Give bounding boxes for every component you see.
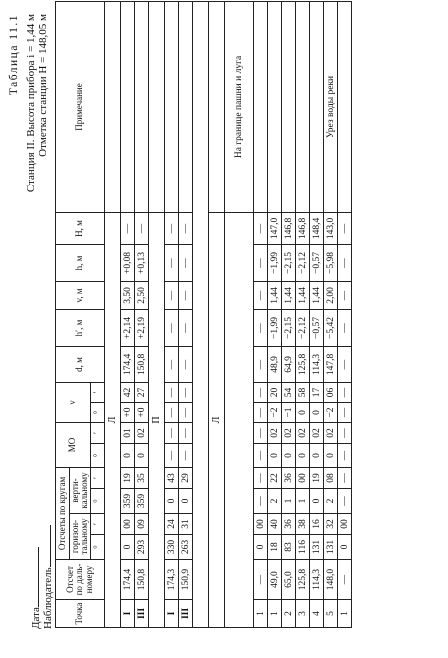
cell-reading: — bbox=[338, 560, 352, 600]
cell-hz-min: 32 bbox=[324, 514, 338, 535]
cell-note bbox=[268, 1, 282, 212]
table-row bbox=[282, 1, 296, 627]
cell-d: 150,8 bbox=[135, 346, 149, 382]
header-row-1 bbox=[56, 1, 70, 627]
cell-point: 3 bbox=[296, 600, 310, 628]
cell-h-prime: — bbox=[165, 309, 179, 346]
note-row bbox=[225, 1, 254, 627]
cell-vt-deg: 0 bbox=[310, 489, 324, 514]
cell-nu-deg: — bbox=[254, 402, 268, 422]
section-row bbox=[149, 1, 165, 627]
section-row bbox=[105, 1, 121, 627]
unit-deg: ° bbox=[91, 489, 105, 514]
section-label: П bbox=[149, 212, 165, 627]
cell-mo-min: — bbox=[254, 422, 268, 443]
border-note: На границе пашни и луга bbox=[225, 1, 254, 212]
cell-nu-min: — bbox=[338, 382, 352, 402]
cell-point: 1 bbox=[338, 600, 352, 628]
col-circles: Отсчеты по кругам bbox=[56, 468, 70, 560]
observer-field bbox=[40, 525, 55, 629]
table-caption: Таблица 11.1 bbox=[8, 14, 20, 96]
cell-reading: 49,0 bbox=[268, 560, 282, 600]
table-row bbox=[338, 1, 352, 627]
col-point: Точка bbox=[56, 600, 105, 628]
spacer-row bbox=[193, 1, 209, 627]
cell-note bbox=[338, 1, 352, 212]
cell-h-prime: — bbox=[338, 309, 352, 346]
cell-note bbox=[165, 1, 179, 212]
cell-hz-deg: 0 bbox=[254, 535, 268, 560]
cell-v: 3,50 bbox=[121, 281, 135, 309]
cell-hz-min: 31 bbox=[179, 514, 193, 535]
cell-h: +0,08 bbox=[121, 244, 135, 281]
table-row bbox=[179, 1, 193, 627]
cell-hz-deg: 263 bbox=[179, 535, 193, 560]
cell-vt-min: 22 bbox=[268, 468, 282, 489]
cell-h: −2,12 bbox=[296, 244, 310, 281]
section-label: Л bbox=[209, 212, 225, 627]
cell-reading: 174,4 bbox=[121, 560, 135, 600]
col-mo: МО bbox=[56, 422, 91, 467]
cell-point: III bbox=[135, 600, 149, 628]
cell-d: — bbox=[254, 346, 268, 382]
col-horizontal: горизон-тальному bbox=[70, 514, 91, 560]
cell-mo-deg: 0 bbox=[282, 444, 296, 468]
cell-H: — bbox=[338, 212, 352, 244]
cell-hz-deg: 330 bbox=[165, 535, 179, 560]
cell-hz-min: 00 bbox=[338, 514, 352, 535]
cell-note bbox=[179, 1, 193, 212]
cell-hz-deg: 0 bbox=[338, 535, 352, 560]
observer-underline bbox=[40, 525, 51, 567]
cell-mo-deg: — bbox=[338, 444, 352, 468]
cell-vt-deg: 359 bbox=[121, 489, 135, 514]
cell-mo-min: 02 bbox=[296, 422, 310, 443]
cell-vt-deg: — bbox=[254, 489, 268, 514]
cell-h: −5,98 bbox=[324, 244, 338, 281]
col-vertical: верти-кальному bbox=[70, 468, 91, 514]
cell-v: 1,44 bbox=[268, 281, 282, 309]
cell-hz-min: 16 bbox=[310, 514, 324, 535]
cell-point: 2 bbox=[282, 600, 296, 628]
cell-h: +0,13 bbox=[135, 244, 149, 281]
cell-vt-min: 35 bbox=[135, 468, 149, 489]
cell-note bbox=[254, 1, 268, 212]
cell-v: — bbox=[338, 281, 352, 309]
cell-d: 114,3 bbox=[310, 346, 324, 382]
cell-vt-deg: — bbox=[338, 489, 352, 514]
cell-d: — bbox=[338, 346, 352, 382]
col-h-prime: h′, м bbox=[56, 309, 105, 346]
table-row bbox=[296, 1, 310, 627]
cell-d: 174,4 bbox=[121, 346, 135, 382]
cell-nu-deg: — bbox=[179, 402, 193, 422]
cell-reading: 150,9 bbox=[179, 560, 193, 600]
cell-nu-min: 27 bbox=[135, 382, 149, 402]
unit-min: ′ bbox=[91, 422, 105, 443]
cell-vt-min: — bbox=[254, 468, 268, 489]
table-row bbox=[268, 1, 282, 627]
cell-v: 2,00 bbox=[324, 281, 338, 309]
unit-deg: ° bbox=[91, 535, 105, 560]
cell-h-prime: −2,12 bbox=[296, 309, 310, 346]
col-H: H, м bbox=[56, 212, 105, 244]
table-row bbox=[121, 1, 135, 627]
cell-v: 2,50 bbox=[135, 281, 149, 309]
cell-note bbox=[282, 1, 296, 212]
cell-nu-deg: 0 bbox=[296, 402, 310, 422]
cell-H: — bbox=[165, 212, 179, 244]
col-reading: Отсчет по даль-номеру bbox=[56, 560, 105, 600]
table-row bbox=[324, 1, 338, 627]
cell-point: 1 bbox=[254, 600, 268, 628]
cell-vt-min: 00 bbox=[296, 468, 310, 489]
cell-v: 1,44 bbox=[310, 281, 324, 309]
cell-nu-deg: +0 bbox=[121, 402, 135, 422]
cell-hz-deg: 293 bbox=[135, 535, 149, 560]
cell-v: 1,44 bbox=[296, 281, 310, 309]
note-blank bbox=[149, 1, 165, 212]
cell-hz-deg: 18 bbox=[268, 535, 282, 560]
col-note: Примечание bbox=[56, 1, 105, 212]
section-row bbox=[209, 1, 225, 627]
cell-h-prime: −5,42 bbox=[324, 309, 338, 346]
cell-v: — bbox=[165, 281, 179, 309]
cell-mo-deg: — bbox=[165, 444, 179, 468]
unit-min: ′ bbox=[91, 382, 105, 402]
cell-note: Урез воды реки bbox=[324, 1, 338, 212]
observer-label: Наблюдатель bbox=[42, 567, 54, 629]
cell-hz-deg: 131 bbox=[324, 535, 338, 560]
cell-nu-min: 54 bbox=[282, 382, 296, 402]
cell-hz-min: 09 bbox=[135, 514, 149, 535]
note-blank bbox=[105, 1, 121, 212]
spacer-cell bbox=[193, 1, 209, 627]
cell-point: 4 bbox=[310, 600, 324, 628]
cell-note bbox=[296, 1, 310, 212]
cell-h-prime: −0,57 bbox=[310, 309, 324, 346]
cell-mo-deg: 0 bbox=[324, 444, 338, 468]
cell-nu-min: 42 bbox=[121, 382, 135, 402]
cell-point: 1 bbox=[268, 600, 282, 628]
cell-mo-min: 02 bbox=[310, 422, 324, 443]
cell-nu-min: 06 bbox=[324, 382, 338, 402]
cell-reading: 174,3 bbox=[165, 560, 179, 600]
cell-mo-min: — bbox=[338, 422, 352, 443]
cell-d: 64,9 bbox=[282, 346, 296, 382]
cell-mo-deg: — bbox=[254, 444, 268, 468]
unit-min: ′ bbox=[91, 514, 105, 535]
cell-hz-deg: 131 bbox=[310, 535, 324, 560]
table-row bbox=[165, 1, 179, 627]
cell-nu-deg: — bbox=[165, 402, 179, 422]
cell-H: 143,0 bbox=[324, 212, 338, 244]
cell-H: — bbox=[179, 212, 193, 244]
cell-nu-min: 17 bbox=[310, 382, 324, 402]
cell-vt-deg: 359 bbox=[135, 489, 149, 514]
cell-mo-min: 01 bbox=[121, 422, 135, 443]
cell-mo-deg: 0 bbox=[310, 444, 324, 468]
cell-h: — bbox=[179, 244, 193, 281]
station-line: Станция II. Высота прибора i = 1,44 м bbox=[25, 14, 37, 193]
cell-vt-min: 43 bbox=[165, 468, 179, 489]
cell-h: −2,15 bbox=[282, 244, 296, 281]
cell-note bbox=[310, 1, 324, 212]
cell-vt-min: 36 bbox=[282, 468, 296, 489]
cell-d: — bbox=[165, 346, 179, 382]
cell-point: III bbox=[179, 600, 193, 628]
cell-mo-min: — bbox=[179, 422, 193, 443]
cell-nu-deg: −2 bbox=[324, 402, 338, 422]
cell-h-prime: — bbox=[179, 309, 193, 346]
cell-d: — bbox=[179, 346, 193, 382]
cell-vt-min: — bbox=[338, 468, 352, 489]
cell-nu-deg: — bbox=[338, 402, 352, 422]
cell-vt-deg: 1 bbox=[296, 489, 310, 514]
cell-nu-deg: −2 bbox=[268, 402, 282, 422]
table-body bbox=[56, 1, 352, 627]
cell-reading: 150,8 bbox=[135, 560, 149, 600]
cell-d: 125,8 bbox=[296, 346, 310, 382]
col-d: d, м bbox=[56, 346, 105, 382]
cell-hz-deg: 0 bbox=[121, 535, 135, 560]
cell-mo-deg: 0 bbox=[135, 444, 149, 468]
cell-mo-min: 02 bbox=[324, 422, 338, 443]
cell-H: — bbox=[135, 212, 149, 244]
date-underline bbox=[28, 547, 39, 607]
cell-reading: 114,3 bbox=[310, 560, 324, 600]
cell-vt-deg: 0 bbox=[165, 489, 179, 514]
cell-vt-deg: 2 bbox=[268, 489, 282, 514]
cell-hz-deg: 83 bbox=[282, 535, 296, 560]
cell-nu-min: 20 bbox=[268, 382, 282, 402]
cell-h-prime: — bbox=[254, 309, 268, 346]
cell-nu-min: — bbox=[165, 382, 179, 402]
cell-nu-deg: +0 bbox=[135, 402, 149, 422]
cell-vt-min: 19 bbox=[121, 468, 135, 489]
unit-deg: ° bbox=[91, 402, 105, 422]
cell-reading: 65,0 bbox=[282, 560, 296, 600]
cell-h: — bbox=[254, 244, 268, 281]
cell-v: — bbox=[254, 281, 268, 309]
cell-v: — bbox=[179, 281, 193, 309]
cell-hz-min: 36 bbox=[282, 514, 296, 535]
survey-table bbox=[55, 1, 352, 628]
elevation-line: Отметка станции H = 148,05 м bbox=[37, 14, 49, 157]
cell-note bbox=[121, 1, 135, 212]
cell-vt-deg: 0 bbox=[179, 489, 193, 514]
col-v: v, м bbox=[56, 281, 105, 309]
unit-min: ′ bbox=[91, 468, 105, 489]
cell-h: — bbox=[338, 244, 352, 281]
note-blank bbox=[209, 1, 225, 212]
table-row bbox=[310, 1, 324, 627]
cell-H: — bbox=[254, 212, 268, 244]
cell-H: 148,4 bbox=[310, 212, 324, 244]
cell-d: 48,9 bbox=[268, 346, 282, 382]
cell-mo-deg: 0 bbox=[296, 444, 310, 468]
cell-h: −1,99 bbox=[268, 244, 282, 281]
cell-mo-min: — bbox=[165, 422, 179, 443]
section-label: Л bbox=[105, 212, 121, 627]
cell-mo-deg: — bbox=[179, 444, 193, 468]
cell-h: — bbox=[165, 244, 179, 281]
cell-note bbox=[135, 1, 149, 212]
unit-deg: ° bbox=[91, 444, 105, 468]
cell-hz-min: 00 bbox=[254, 514, 268, 535]
cell-point: I bbox=[165, 600, 179, 628]
cell-mo-deg: 0 bbox=[121, 444, 135, 468]
cell-mo-deg: 0 bbox=[268, 444, 282, 468]
cell-h-prime: +2,14 bbox=[121, 309, 135, 346]
cell-hz-min: 24 bbox=[165, 514, 179, 535]
cell-v: 1,44 bbox=[282, 281, 296, 309]
cell-reading: 125,8 bbox=[296, 560, 310, 600]
cell-h-prime: +2,19 bbox=[135, 309, 149, 346]
cell-reading: — bbox=[254, 560, 268, 600]
cell-hz-deg: 116 bbox=[296, 535, 310, 560]
cell-H: 146,8 bbox=[282, 212, 296, 244]
cell-mo-min: 02 bbox=[135, 422, 149, 443]
cell-vt-deg: 1 bbox=[282, 489, 296, 514]
cell-nu-min: 58 bbox=[296, 382, 310, 402]
cell-h-prime: −1,99 bbox=[268, 309, 282, 346]
cell-H: — bbox=[121, 212, 135, 244]
cell-vt-min: 19 bbox=[310, 468, 324, 489]
cell-d: 147,8 bbox=[324, 346, 338, 382]
cell-nu-deg: −1 bbox=[282, 402, 296, 422]
table-row bbox=[135, 1, 149, 627]
date-label: Дата bbox=[30, 607, 42, 629]
cell-nu-deg: 0 bbox=[310, 402, 324, 422]
cell-point: I bbox=[121, 600, 135, 628]
cell-vt-min: 29 bbox=[179, 468, 193, 489]
cell-nu-min: — bbox=[179, 382, 193, 402]
table-row bbox=[254, 1, 268, 627]
note-row-spacer bbox=[225, 212, 254, 627]
col-nu: ν bbox=[56, 382, 91, 422]
cell-reading: 148,0 bbox=[324, 560, 338, 600]
cell-hz-min: 40 bbox=[268, 514, 282, 535]
cell-nu-min: — bbox=[254, 382, 268, 402]
cell-point: 5 bbox=[324, 600, 338, 628]
cell-mo-min: 02 bbox=[282, 422, 296, 443]
cell-hz-min: 00 bbox=[121, 514, 135, 535]
cell-mo-min: 02 bbox=[268, 422, 282, 443]
cell-hz-min: 38 bbox=[296, 514, 310, 535]
col-h: h, м bbox=[56, 244, 105, 281]
cell-h: −0,57 bbox=[310, 244, 324, 281]
cell-H: 147,0 bbox=[268, 212, 282, 244]
cell-H: 146,8 bbox=[296, 212, 310, 244]
cell-vt-min: 08 bbox=[324, 468, 338, 489]
cell-h-prime: −2,15 bbox=[282, 309, 296, 346]
cell-vt-deg: 2 bbox=[324, 489, 338, 514]
